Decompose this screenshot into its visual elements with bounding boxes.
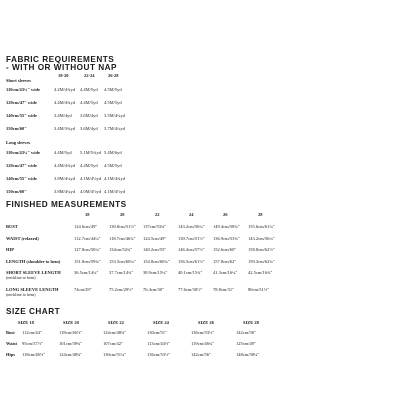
row-label: 120cm/47" wide [6, 163, 37, 168]
fabric-column-header: 18-20 [58, 73, 69, 78]
table-cell: 3.8M/4¼yd [54, 176, 76, 181]
table-cell: 125cm/49" [236, 341, 256, 346]
table-cell: 134cm/52¾" [109, 247, 133, 252]
table-cell: 142cm/56" [191, 352, 211, 357]
table-cell: 112cm/44" [22, 330, 42, 335]
table-cell: 124.5cm/49" [143, 236, 167, 241]
table-cell: 4.4M/5yd [80, 87, 98, 92]
table-cell: 153.5cm/60¼" [109, 259, 136, 264]
table-cell: 38.9cm/15¼" [143, 270, 168, 275]
finished-column-header: 18 [85, 212, 90, 217]
table-cell: 4.2M/4¾yd [54, 87, 76, 92]
table-cell: 101cm/39¾" [59, 341, 83, 346]
table-cell: 80cm/31½" [248, 287, 269, 292]
table-cell: 4.5M/5yd [104, 163, 122, 168]
table-cell: 118cm/46½" [22, 352, 46, 357]
table-cell: 124cm/48¾" [103, 330, 127, 335]
row-label: 110cm/43¼" wide [6, 87, 40, 92]
table-cell: 118.7cm/46¾" [109, 236, 136, 241]
table-cell: 143.2cm/56¼" [248, 236, 275, 241]
table-cell: 77.6cm/30½" [178, 287, 203, 292]
table-cell: 4.4M/4¾yd [54, 163, 76, 168]
table-cell: 130cm/51" [147, 330, 167, 335]
table-cell: 4.4M/5yd [54, 150, 72, 155]
size-chart-column-header: SIZE 24 [153, 320, 169, 325]
table-cell: 3.8M/4¼yd [54, 189, 76, 194]
size-chart-column-header: SIZE 18 [18, 320, 34, 325]
table-cell: 37.7cm/14¾" [109, 270, 134, 275]
table-cell: 36.5cm/14¼" [74, 270, 99, 275]
size-chart-column-header: SIZE 20 [63, 320, 79, 325]
table-cell: 3.4M/3¾yd [54, 126, 76, 131]
table-cell: 142cm/56" [236, 330, 256, 335]
table-cell: 124.6cm/49" [74, 224, 98, 229]
table-cell: 130.7cm/51½" [178, 236, 205, 241]
table-cell: 136.9cm/53¾" [213, 236, 240, 241]
table-cell: 137cm/53¾" [143, 224, 167, 229]
table-cell: 158.8cm/62½" [248, 247, 275, 252]
row-label: 150cm/60" [6, 126, 27, 131]
table-cell: 146.4cm/57½" [178, 247, 205, 252]
finished-measurements-title: FINISHED MEASUREMENTS [6, 200, 127, 209]
finished-column-header: 26 [223, 212, 228, 217]
table-cell: 3.7M/4¼yd [104, 126, 126, 131]
table-cell: 156.5cm/61½" [178, 259, 205, 264]
table-cell: 113cm/44½" [147, 341, 171, 346]
table-cell: 40.1cm/15¾" [178, 270, 203, 275]
table-cell: 4.5M/5yd [104, 87, 122, 92]
table-cell: 159.3cm/62¾" [248, 259, 275, 264]
row-label: WAIST (relaxed) [6, 236, 39, 241]
table-cell: 130.8cm/51½" [109, 224, 136, 229]
table-cell: 107cm/42" [103, 341, 123, 346]
row-label: Bust [6, 330, 15, 335]
long-sleeves-heading: Long sleeves [6, 140, 31, 145]
table-cell: 140.2cm/55" [143, 247, 167, 252]
table-cell: 119cm/46¾" [191, 341, 215, 346]
table-cell: 4.4M/5yd [80, 163, 98, 168]
table-cell: 112.7cm/44¼" [74, 236, 101, 241]
table-cell: 4.1M/4¾yd [104, 176, 126, 181]
fabric-requirements-title: FABRIC REQUIREMENTS [6, 55, 115, 64]
table-cell: 148cm/58¼" [236, 352, 260, 357]
table-cell: 3.4M/4yd [54, 113, 72, 118]
fabric-requirements-subtitle: - WITH OR WITHOUT NAP [6, 63, 118, 72]
table-cell: 136cm/53½" [191, 330, 215, 335]
table-cell: 3.5M/4¼yd [104, 113, 126, 118]
row-label: 140cm/55" wide [6, 113, 37, 118]
row-label: LONG SLEEVE LENGTH [6, 287, 59, 292]
table-cell: 42.5cm/16¾" [248, 270, 273, 275]
table-cell: 76.4cm/30" [143, 287, 164, 292]
size-chart-column-header: SIZE 26 [198, 320, 214, 325]
table-cell: 118cm/46½" [59, 330, 83, 335]
fabric-column-header: 26-28 [108, 73, 119, 78]
finished-column-header: 24 [189, 212, 194, 217]
row-label: SHORT SLEEVE LENGTH [6, 270, 61, 275]
row-label: Hips [6, 352, 16, 357]
row-sublabel: (neckline to hem) [6, 275, 36, 280]
table-cell: 95cm/37½" [22, 341, 43, 346]
table-cell: 74cm/29" [74, 287, 92, 292]
table-cell: 151.8cm/59¾" [74, 259, 101, 264]
row-label: HIP [6, 247, 15, 252]
table-cell: 130cm/51¼" [103, 352, 127, 357]
table-cell: 4.4M/5yd [80, 100, 98, 105]
table-cell: 154.8cm/60¾" [143, 259, 170, 264]
row-label: LENGTH (shoulder to hem) [6, 259, 61, 264]
row-label: 120cm/47" wide [6, 100, 37, 105]
table-cell: 4.0M/4½yd [80, 189, 102, 194]
table-cell: 75.2cm/29½" [109, 287, 134, 292]
table-cell: 4.5M/5yd [104, 100, 122, 105]
table-cell: 41.3cm/16¼" [213, 270, 238, 275]
table-cell: 5.1M/5¾yd [80, 150, 102, 155]
table-cell: 78.8cm/31" [213, 287, 234, 292]
table-cell: 149.4cm/58¾" [213, 224, 240, 229]
row-sublabel: (neckline to hem) [6, 292, 36, 297]
table-cell: 124cm/48¾" [59, 352, 83, 357]
fabric-column-header: 22-24 [84, 73, 95, 78]
table-cell: 4.4M/4¾yd [54, 100, 76, 105]
table-cell: 4.1M/4½yd [80, 176, 102, 181]
row-label: 140cm/55" wide [6, 176, 37, 181]
table-cell: 136cm/53½" [147, 352, 171, 357]
short-sleeves-heading: Short sleeves [6, 78, 31, 83]
size-chart-column-header: SIZE 28 [243, 320, 259, 325]
row-label: Waist [6, 341, 18, 346]
finished-column-header: 22 [155, 212, 160, 217]
table-cell: 143.2cm/56¼" [178, 224, 205, 229]
table-cell: 4.1M/4½yd [104, 189, 126, 194]
table-cell: 3.6M/4yd [80, 126, 98, 131]
table-cell: 5.4M/6yd [104, 150, 122, 155]
size-chart-column-header: SIZE 22 [108, 320, 124, 325]
row-label: BUST [6, 224, 18, 229]
finished-column-header: 20 [120, 212, 125, 217]
table-cell: 127.8cm/50¼" [74, 247, 101, 252]
row-label: 150cm/60" [6, 189, 27, 194]
size-chart-title: SIZE CHART [6, 307, 61, 316]
table-cell: 152.6cm/60" [213, 247, 237, 252]
finished-column-header: 28 [258, 212, 263, 217]
table-cell: 155.6cm/61¼" [248, 224, 275, 229]
row-label: 110cm/43¼" wide [6, 150, 40, 155]
table-cell: 157.8cm/62" [213, 259, 237, 264]
table-cell: 3.6M/4yd [80, 113, 98, 118]
